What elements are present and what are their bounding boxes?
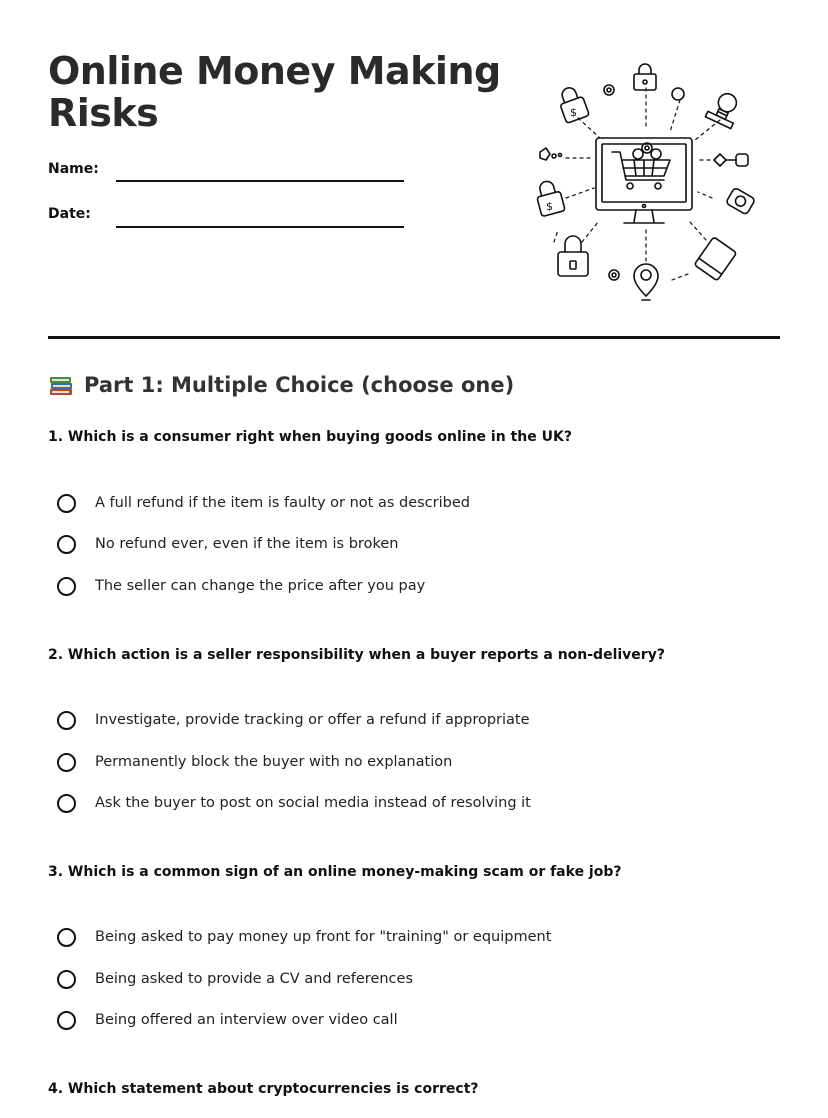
radio-button[interactable]	[57, 535, 76, 554]
question-2-option-3[interactable]	[57, 790, 531, 816]
question-3: 3. Which is a common sign of an online money-making scam or fake job?	[48, 864, 622, 880]
radio-button[interactable]	[57, 577, 76, 596]
question-2-option-2[interactable]	[57, 749, 452, 775]
question-3-option-1[interactable]	[57, 924, 551, 950]
radio-button[interactable]	[57, 494, 76, 513]
books-icon	[48, 372, 74, 398]
date-label: Date:	[48, 206, 91, 222]
dollar-symbol: $	[570, 106, 577, 119]
option-label: Being asked to provide a CV and references	[95, 971, 414, 987]
option-label: Permanently block the buyer with no explanation	[95, 754, 453, 770]
question-2-option-1[interactable]	[57, 707, 530, 733]
question-3-option-3[interactable]	[57, 1007, 398, 1033]
part1-heading-text: Part 1: Multiple Choice (choose one)	[84, 373, 515, 397]
online-shopping-security-illustration	[530, 60, 770, 305]
radio-button[interactable]	[57, 1011, 76, 1030]
radio-button[interactable]	[57, 794, 76, 813]
option-label: No refund ever, even if the item is broken	[95, 536, 399, 552]
option-label: The seller can change the price after you pay	[95, 578, 426, 594]
question-2: 2. Which action is a seller responsibility when a buyer reports a non-delivery?	[48, 647, 665, 663]
radio-button[interactable]	[57, 711, 76, 730]
question-3-option-2[interactable]	[57, 966, 413, 992]
option-label: A full refund if the item is faulty or not as described	[95, 495, 470, 511]
part1-heading	[48, 372, 514, 398]
option-label: Investigate, provide tracking or offer a refund if appropriate	[95, 712, 530, 728]
question-1-option-3[interactable]	[57, 573, 425, 599]
name-label: Name:	[48, 161, 99, 177]
option-label: Being offered an interview over video call	[95, 1012, 398, 1028]
date-field[interactable]	[116, 226, 404, 228]
question-1-option-1[interactable]	[57, 490, 470, 516]
page-title: Online Money Making Risks	[48, 49, 501, 135]
radio-button[interactable]	[57, 970, 76, 989]
option-label: Being asked to pay money up front for "training" or equipment	[95, 929, 552, 945]
radio-button[interactable]	[57, 928, 76, 947]
radio-button[interactable]	[57, 753, 76, 772]
section-divider	[48, 336, 780, 339]
option-label: Ask the buyer to post on social media instead of resolving it	[95, 795, 531, 811]
question-4: 4. Which statement about cryptocurrencies is correct?	[48, 1081, 479, 1097]
question-1-option-2[interactable]	[57, 531, 398, 557]
name-field[interactable]	[116, 180, 404, 182]
dollar-symbol: $	[546, 200, 553, 213]
question-1: 1. Which is a consumer right when buying goods online in the UK?	[48, 429, 572, 445]
